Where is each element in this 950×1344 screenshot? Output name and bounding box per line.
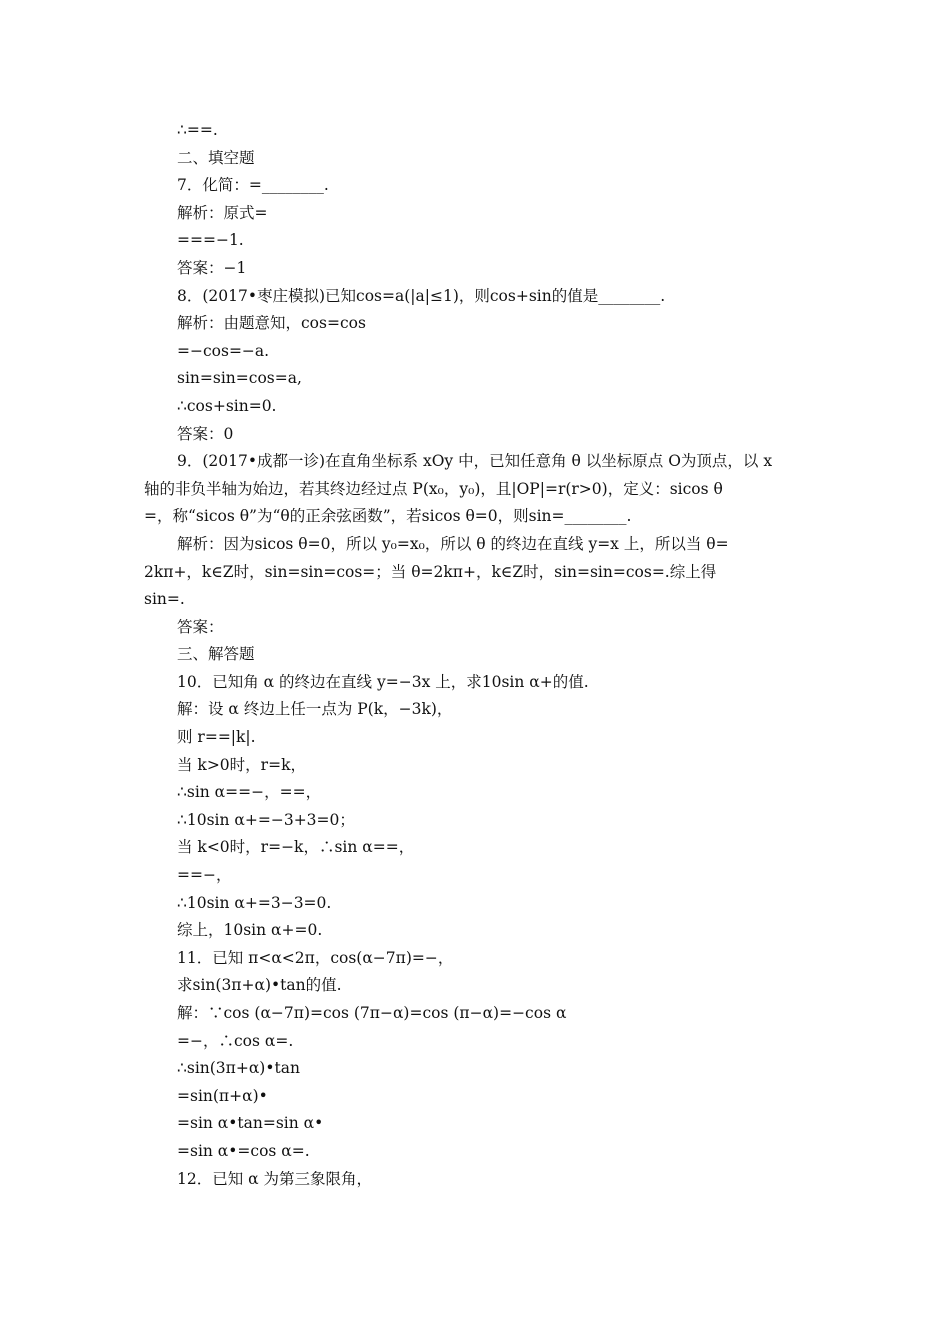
text-line: 轴的非负半轴为始边，若其终边经过点 P(x₀，y₀)，且|OP|=r(r>0)，定义：sicos θ	[144, 479, 723, 498]
text-line: 2kπ+，k∈Z时，sin=sin=cos=；当 θ=2kπ+，k∈Z时，sin=sin=cos=.综上得	[144, 562, 717, 581]
text-line: ∴sin(3π+α)•tan	[177, 1059, 300, 1078]
text-line: ∴10sin α+=3−3=0.	[177, 893, 332, 912]
text-line: 当 k<0时，r=−k，∴sin α==，	[177, 838, 415, 857]
text-line: =sin α•=cos α=.	[177, 1141, 310, 1160]
text-line: sin=.	[144, 590, 185, 609]
text-line: =，称“sicos θ”为“θ的正余弦函数”，若sicos θ=0，则sin=________.	[144, 507, 632, 526]
text-line: ===−1.	[177, 231, 244, 250]
text-line: =−cos=−a.	[177, 341, 270, 360]
text-line: 10．已知角 α 的终边在直线 y=−3x 上，求10sin α+的值.	[177, 672, 589, 691]
text-line: 解析：因为sicos θ=0，所以 y₀=x₀，所以 θ 的终边在直线 y=x 上，所以当 θ=	[177, 534, 729, 553]
text-line: 解析：由题意知，cos=cos	[177, 314, 366, 333]
text-line: 答案：−1	[177, 258, 247, 277]
text-line: =sin α•tan=sin α•	[177, 1114, 324, 1133]
text-line: 解：∵cos (α−7π)=cos (7π−α)=cos (π−α)=−cos α	[177, 1004, 567, 1022]
text-line: ∴sin α==−，==，	[177, 783, 322, 802]
text-line: 综上，10sin α+=0.	[177, 921, 323, 940]
document-body	[144, 117, 812, 1193]
text-line: 7．化简：=________.	[177, 176, 329, 195]
text-line: sin=sin=cos=a,	[177, 369, 302, 388]
text-line: 答案：0	[177, 424, 234, 443]
text-line: 三、解答题	[177, 645, 255, 664]
text-line: 12．已知 α 为第三象限角，	[177, 1169, 373, 1188]
text-line: 解：设 α 终边上任一点为 P(k，−3k)，	[177, 700, 453, 719]
text-line: 9．(2017•成都一诊)在直角坐标系 xOy 中，已知任意角 θ 以坐标原点 O为顶点，以 x	[177, 452, 773, 471]
text-line: 解析：原式=	[177, 203, 268, 222]
text-line: 8．(2017•枣庄模拟)已知cos=a(|a|≤1)，则cos+sin的值是________.	[177, 286, 666, 305]
text-line: 则 r==|k|.	[177, 728, 256, 747]
text-line: 求sin(3π+α)•tan的值.	[177, 976, 342, 995]
text-line: 11．已知 π<α<2π，cos(α−7π)=−，	[177, 948, 454, 967]
text-line: ∴==.	[177, 121, 218, 139]
text-line: =−，∴cos α=.	[177, 1031, 294, 1050]
text-line: 答案：	[177, 617, 224, 636]
text-line: 二、填空题	[177, 148, 255, 167]
text-line: ==−，	[177, 866, 232, 885]
text-line: ∴cos+sin=0.	[177, 396, 277, 415]
text-line: ∴10sin α+=−3+3=0；	[177, 810, 355, 829]
text-line: 当 k>0时，r=k，	[177, 755, 306, 774]
text-line: =sin(π+α)•	[177, 1086, 268, 1105]
